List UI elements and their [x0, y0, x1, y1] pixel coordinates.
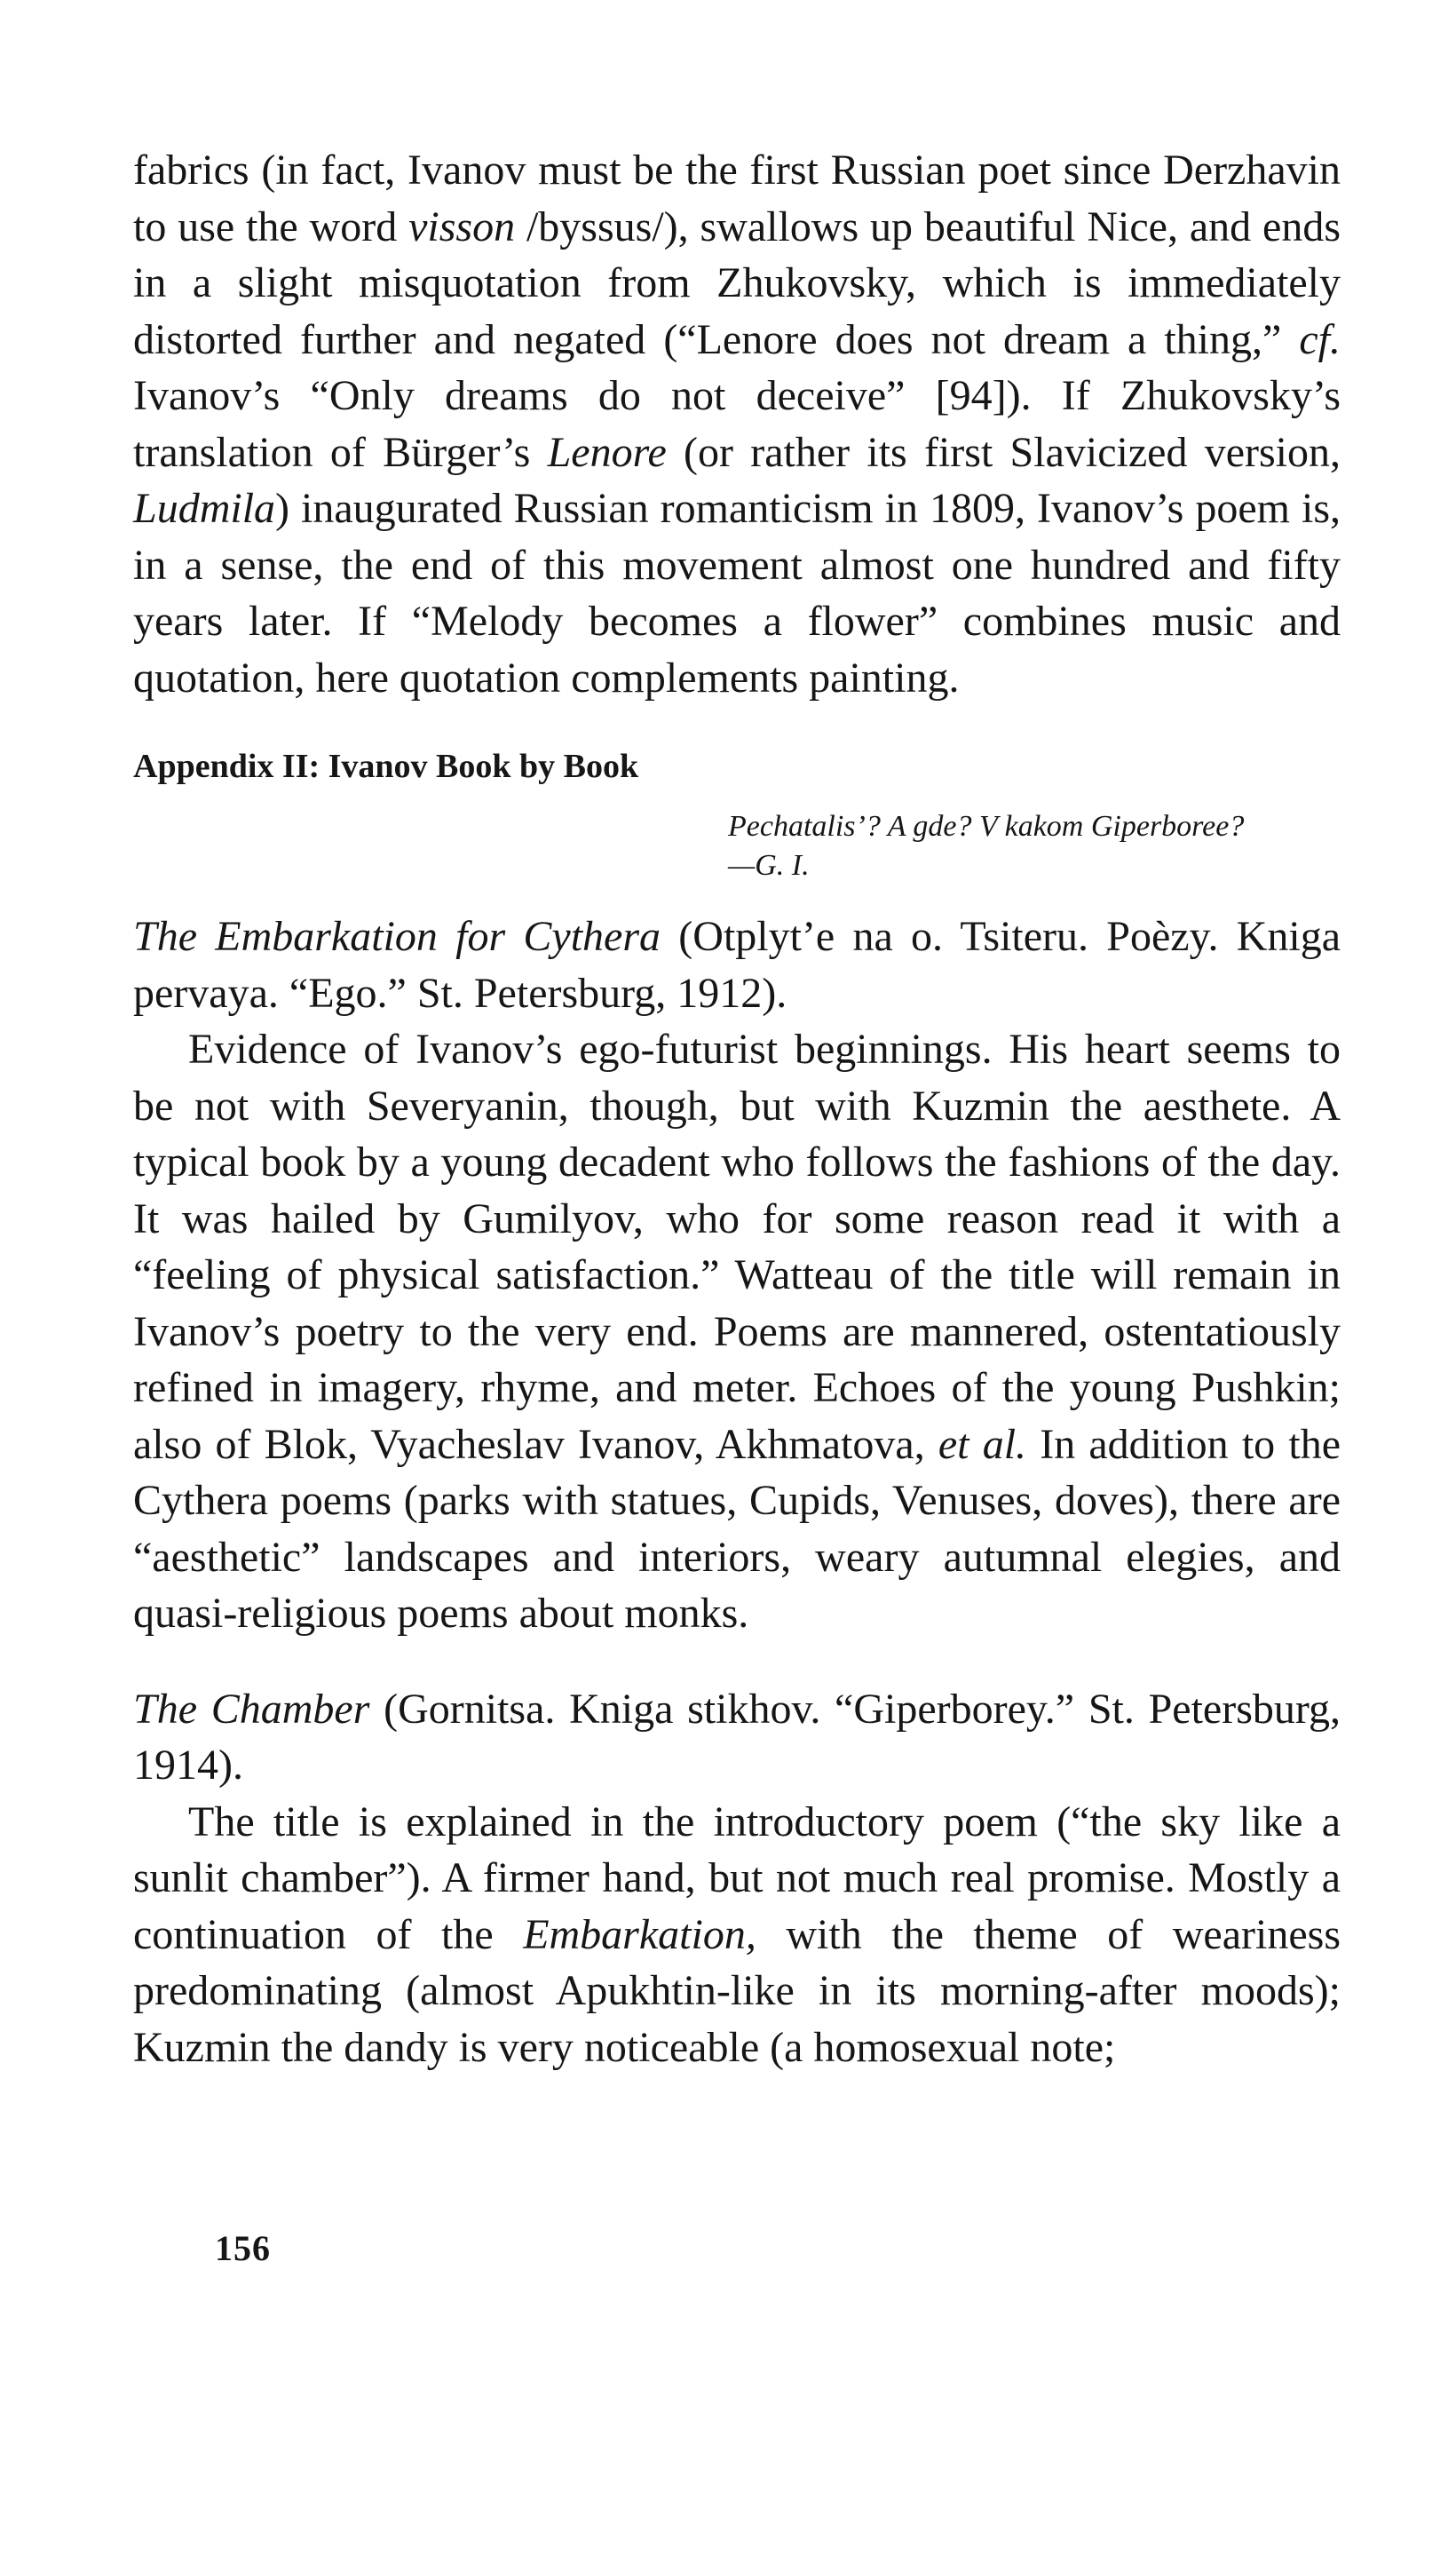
- book-title: The Chamber: [133, 1685, 370, 1733]
- book-details: (Otplyt’e na o. Tsiteru. Poèzy. Kniga pervaya. “Ego.” St. Petersburg, 1912).: [133, 913, 1341, 1017]
- paragraph-text: fabrics (in fact, Ivanov must be the first Russian poet since Derzhavin to use the word: [133, 147, 1341, 250]
- paragraph-text: The title is explained in the introductory poem (“the sky like a sunlit chamber”). A firmer hand, but not much real promise. Mostly a continuation of the: [133, 1797, 1341, 1958]
- paragraph-text: Evidence of Ivanov’s ego-futurist beginnings. His heart seems to be not with Severyanin, though, but with Kuzmin the aesthete. A typical book by a young decadent who follows the fashions of the day. It was hailed by Gumilyov, who for some reason read it with a “feeling of physical satisfaction.” Watteau of the title will remain in Ivanov’s poetry to the very end. Poems are mannered, ostentatiously refined in imagery, rhyme, and meter. Echoes of the young Pushkin; also of Blok, Vyacheslav Ivanov, Akhmatova,: [133, 1026, 1341, 1468]
- paragraph-text: ) inaugurated Russian romanticism in 1809, Ivanov’s poem is, in a sense, the end of this movement almost one hundred and fifty years later. If “Melody becomes a flower” combines music and quotation, here quotation complements painting.: [133, 485, 1341, 702]
- paragraph-text: In addition to the Cythera poems (parks with statues, Cupids, Venuses, doves), there are “aesthetic” landscapes and interiors, weary autumnal elegies, and quasi-religious poems about monks.: [133, 1420, 1341, 1637]
- italic-title: Embarkation,: [523, 1910, 756, 1958]
- italic-term: cf.: [1299, 315, 1341, 363]
- book-details: (Gornitsa. Kniga stikhov. “Giperborey.” St. Petersburg, 1914).: [133, 1685, 1341, 1789]
- italic-term: visson: [408, 202, 516, 250]
- book-title: The Embarkation for Cythera: [133, 913, 661, 960]
- page-body: [133, 142, 1341, 2075]
- epigraph-attribution: —G. I.: [728, 849, 810, 882]
- paragraph-text: Ivanov’s “Only dreams do not deceive” [94]). If Zhukovsky’s translation of Bürger’s: [133, 372, 1341, 476]
- book-entry-heading: [133, 909, 1341, 1021]
- book-entry-heading: [133, 1681, 1341, 1794]
- page-number: 156: [215, 2228, 271, 2268]
- paragraph-text: /byssus/), swallows up beautiful Nice, and ends in a slight misquotation from Zhukovsky, which is immediately distorted further and negated (“Lenore does not dream a thing,”: [133, 202, 1341, 363]
- italic-title: Ludmila: [133, 485, 276, 532]
- book-entry-body: [133, 1021, 1341, 1642]
- italic-title: Lenore: [547, 428, 667, 476]
- book-entry-body: [133, 1794, 1341, 2076]
- paragraph-text: (or rather its first Slavicized version,: [666, 428, 1341, 476]
- epigraph-line: Pechatalis’? A gde? V kakom Giperboree?: [728, 810, 1245, 843]
- paragraph-text: with the theme of weariness predominating (almost Apukhtin-like in its morning-after moods); Kuzmin the dandy is very noticeable (a homosexual note;: [133, 1910, 1341, 2071]
- opening-paragraph: [133, 142, 1341, 706]
- appendix-heading: Appendix II: Ivanov Book by Book: [133, 748, 639, 785]
- italic-term: et al.: [938, 1420, 1027, 1468]
